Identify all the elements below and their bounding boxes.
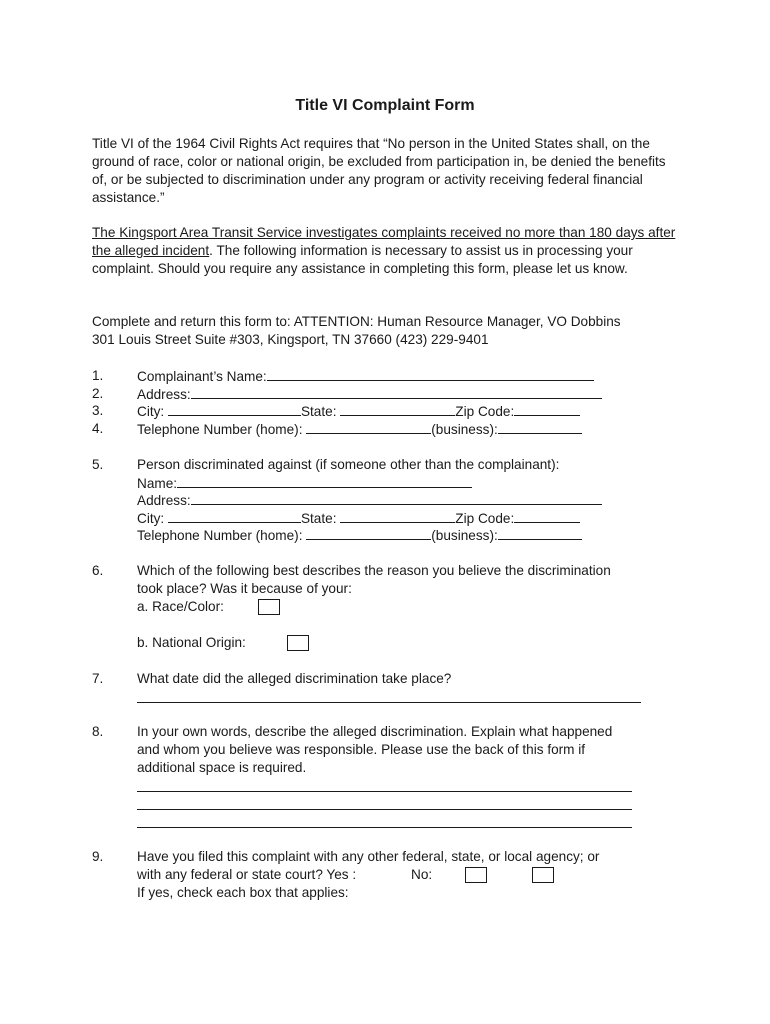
item-number-1: 1. <box>92 368 104 383</box>
victim-city-label: City: <box>137 511 165 526</box>
description-answer-line-2[interactable] <box>137 809 632 810</box>
victim-telephone-home-label: Telephone Number (home): <box>137 528 303 543</box>
item-number-3: 3. <box>92 403 104 418</box>
victim-address-row <box>137 491 602 510</box>
q5-text: Person discriminated against (if someone other than the complainant): <box>137 457 560 472</box>
complainant-name-label: Complainant’s Name: <box>137 369 267 384</box>
victim-name-field[interactable] <box>177 474 472 488</box>
telephone-home-field[interactable] <box>306 420 431 434</box>
victim-zip-field[interactable] <box>514 509 580 523</box>
q8-line-1: In your own words, describe the alleged discrimination. Explain what happened <box>137 724 613 739</box>
victim-zip-label: Zip Code: <box>455 511 515 526</box>
city-label: City: <box>137 404 165 419</box>
state-label: State: <box>300 404 337 419</box>
date-answer-line[interactable] <box>137 702 641 703</box>
return-paragraph <box>92 313 637 349</box>
item-number-4: 4. <box>92 421 104 436</box>
item-number-2: 2. <box>92 386 104 401</box>
q9-line-1: Have you filed this complaint with any other federal, state, or local agency; or <box>137 849 600 864</box>
intro-text: Title VI of the 1964 Civil Rights Act requires that “No person in the United States shall, on the ground of race, color or national origin, be excluded from participation in, be denied the benefits of, or be subjected to discrimination under any program or activity receiving federal financial assistance.” <box>92 136 666 205</box>
telephone-home-label: Telephone Number (home): <box>137 422 303 437</box>
victim-telephone-home-field[interactable] <box>306 526 431 540</box>
race-color-label: a. Race/Color: <box>137 599 224 614</box>
city-state-zip-row <box>137 402 580 421</box>
item-number-9: 9. <box>92 849 104 864</box>
victim-telephone-business-field[interactable] <box>498 526 582 540</box>
item-number-6: 6. <box>92 563 104 578</box>
business-label: (business): <box>431 422 498 437</box>
q7-text: What date did the alleged discrimination take place? <box>137 671 452 686</box>
return-info: Complete and return this form to: ATTENTION: Human Resource Manager, VO Dobbins 301 Louis Street Suite #303, Kingsport, TN 37660 (423) 229-9401 <box>92 314 621 347</box>
victim-name-label: Name: <box>137 476 178 491</box>
q9-no-checkbox[interactable] <box>532 867 554 883</box>
national-origin-checkbox[interactable] <box>287 635 309 651</box>
item-number-8: 8. <box>92 724 104 739</box>
victim-address-label: Address: <box>137 493 191 508</box>
victim-business-label: (business): <box>431 528 498 543</box>
q6-line-1: Which of the following best describes the reason you believe the discrimination <box>137 563 611 578</box>
address-field[interactable] <box>191 385 602 399</box>
race-color-checkbox[interactable] <box>258 599 280 615</box>
address-label: Address: <box>137 387 191 402</box>
telephone-business-field[interactable] <box>498 420 582 434</box>
notice-underlined: The Kingsport Area Transit Service investigates complaints received no more than 180 days after the alleged incident <box>92 225 676 258</box>
city-field[interactable] <box>168 402 301 416</box>
q9-yes-checkbox[interactable] <box>465 867 487 883</box>
form-title: Title VI Complaint Form <box>295 97 475 114</box>
victim-state-field[interactable] <box>340 509 455 523</box>
q9-line-3: If yes, check each box that applies: <box>137 885 349 900</box>
national-origin-label: b. National Origin: <box>137 635 246 650</box>
q6-line-2: took place? Was it because of your: <box>137 581 352 596</box>
victim-state-label: State: <box>300 511 337 526</box>
description-answer-line-1[interactable] <box>137 791 632 792</box>
q8-line-2: and whom you believe was responsible. Please use the back of this form if <box>137 742 586 757</box>
telephone-row <box>137 420 582 439</box>
q9-yes-label: with any federal or state court? Yes : <box>137 867 357 882</box>
q9-no-label: No: <box>411 867 433 882</box>
item-number-7: 7. <box>92 671 104 686</box>
intro-paragraph <box>92 135 682 207</box>
q8-line-3: additional space is required. <box>137 760 307 775</box>
complainant-name-field[interactable] <box>267 367 594 381</box>
notice-paragraph <box>92 224 682 278</box>
victim-city-field[interactable] <box>168 509 301 523</box>
notice-text: . The following information is necessary to assist us in processing your complaint. Should you require any assistance in completing this form, please let us know. <box>92 243 633 276</box>
item-number-5: 5. <box>92 457 104 472</box>
victim-address-field[interactable] <box>191 491 602 505</box>
description-answer-line-3[interactable] <box>137 827 632 828</box>
zip-label: Zip Code: <box>455 404 515 419</box>
victim-telephone-row <box>137 526 582 545</box>
state-field[interactable] <box>340 402 455 416</box>
zip-field[interactable] <box>514 402 580 416</box>
complainant-name-row <box>137 367 594 386</box>
